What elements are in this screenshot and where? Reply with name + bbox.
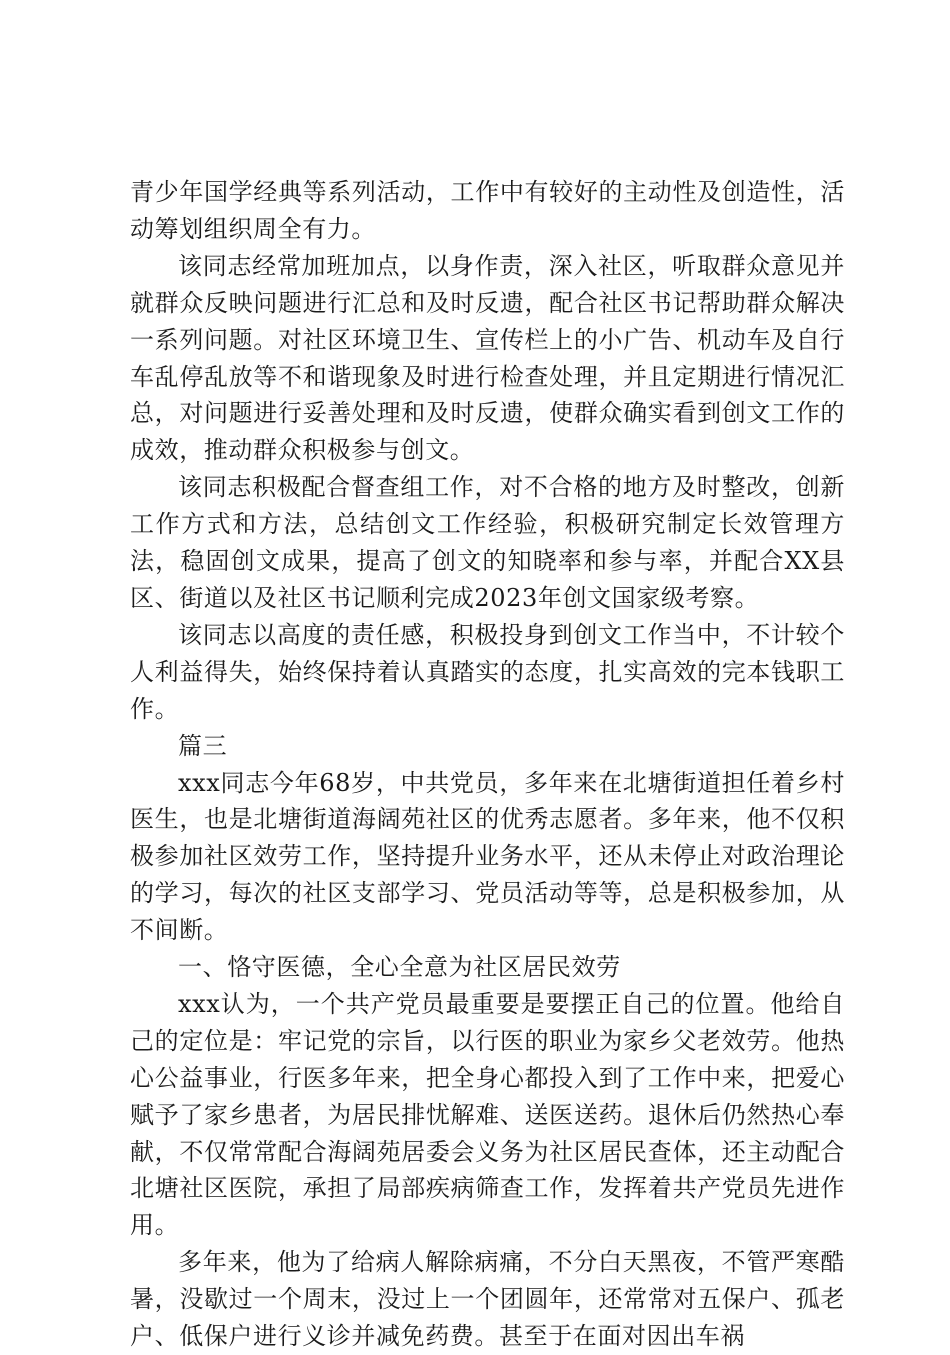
subsection-heading: 一、恪守医德，全心全意为社区居民效劳 [178, 953, 621, 982]
paragraph: 该同志以高度的责任感，积极投身到创文工作当中，不计较个人利益得失，始终保持着认真踏实的态度，扎实高效的完本钱职工作。 [130, 620, 845, 723]
paragraph: 该同志积极配合督查组工作，对不合格的地方及时整改，创新工作方式和方法，总结创文工作经验，积极研究制定长效管理方法，稳固创文成果，提高了创文的知晓率和参与率，并配合XX县区、街道以及社区书记顺利完成2023年创文国家级考察。 [130, 473, 845, 612]
section-heading: 篇三 [178, 731, 228, 760]
document-body [130, 174, 845, 1355]
paragraph: xxx同志今年68岁，中共党员，多年来在北塘街道担任着乡村医生，也是北塘街道海阔苑社区的优秀志愿者。多年来，他不仅积极参加社区效劳工作，坚持提升业务水平，还从未停止对政治理论的学习，每次的社区支部学习、党员活动等等，总是积极参加，从不间断。 [130, 768, 845, 945]
paragraph: 该同志经常加班加点，以身作责，深入社区，听取群众意见并就群众反映问题进行汇总和及时反遗，配合社区书记帮助群众解决一系列问题。对社区环境卫生、宣传栏上的小广告、机动车及自行车乱停乱放等不和谐现象及时进行检查处理，并且定期进行情况汇总，对问题进行妥善处理和及时反遗，使群众确实看到创文工作的成效，推动群众积极参与创文。 [130, 251, 845, 465]
paragraph: 青少年国学经典等系列活动，工作中有较好的主动性及创造性，活动筹划组织周全有力。 [130, 178, 845, 243]
paragraph: xxx认为，一个共产党员最重要是要摆正自己的位置。他给自己的定位是：牢记党的宗旨，以行医的职业为家乡父老效劳。他热心公益事业，行医多年来，把全身心都投入到了工作中来，把爱心赋予了家乡患者，为居民排忧解难、送医送药。退休后仍然热心奉献，不仅常常配合海阔苑居委会义务为社区居民查体，还主动配合北塘社区医院，承担了局部疾病筛查工作，发挥着共产党员先进作用。 [130, 989, 845, 1240]
paragraph: 多年来，他为了给病人解除病痛，不分白天黑夜，不管严寒酷暑，没歇过一个周末，没过上一个团圆年，还常常对五保户、孤老户、低保户进行义诊并减免药费。甚至于在面对因出车祸 [130, 1248, 845, 1351]
